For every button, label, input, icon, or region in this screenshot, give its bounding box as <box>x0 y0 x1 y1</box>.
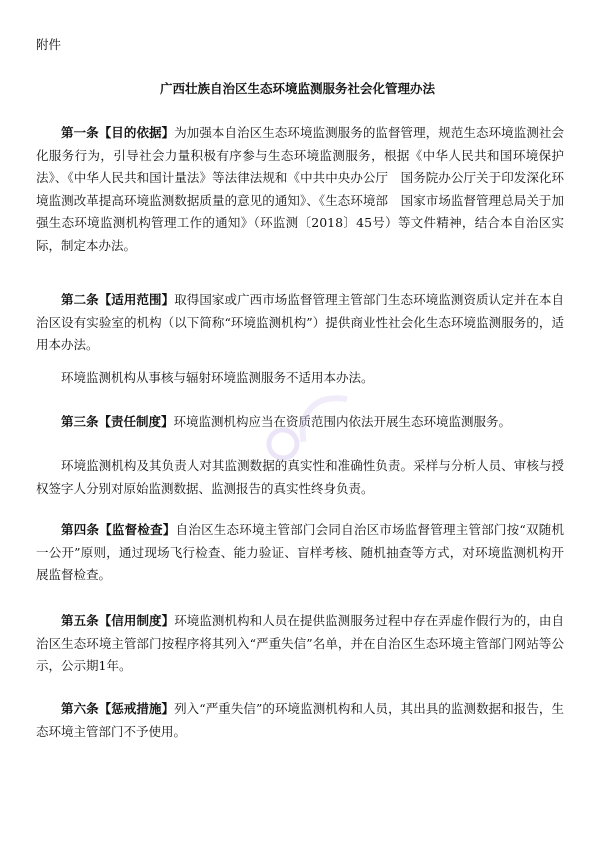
paragraph-article-2 <box>36 289 564 357</box>
article-text: 取得国家或广西市场监督管理主管部门生态环境监测资质认定并在本自治区设有实验室的机构（以下简称“环境监测机构”）提供商业性社会化生态环境监测服务的，适用本办法。 <box>36 292 564 352</box>
paragraph-article-3 <box>36 411 564 434</box>
paragraph-article-1 <box>36 122 564 257</box>
article-heading: 第二条【适用范围】 <box>61 292 175 307</box>
paragraph-text: 环境监测机构从事核与辐射环境监测服务不适用本办法。 <box>61 370 374 385</box>
paragraph-article-5 <box>36 610 564 678</box>
article-heading: 第五条【信用制度】 <box>61 613 175 628</box>
article-heading: 第六条【惩戒措施】 <box>61 701 175 716</box>
article-heading: 第四条【监督检查】 <box>61 522 176 537</box>
article-heading: 第一条【目的依据】 <box>61 125 175 140</box>
article-text: 环境监测机构和人员在提供监测服务过程中存在弄虚作假行为的，由自治区生态环境主管部门按程序将其列入“严重失信”名单，并在自治区生态环境主管部门网站等公示，公示期1年。 <box>36 613 564 673</box>
paragraph-article-4 <box>36 519 564 587</box>
article-text: 自治区生态环境主管部门会同自治区市场监督管理主管部门按“双随机一公开”原则，通过现场飞行检查、能力验证、盲样考核、随机抽查等方式，对环境监测机构开展监督检查。 <box>36 522 564 582</box>
article-text: 列入“严重失信”的环境监测机构和人员，其出具的监测数据和报告，生态环境主管部门不予使用。 <box>36 701 564 739</box>
paragraph-article-2-note <box>36 367 564 390</box>
paragraph-article-6 <box>36 698 564 743</box>
article-text: 为加强本自治区生态环境监测服务的监督管理，规范生态环境监测社会化服务行为，引导社会力量积极有序参与生态环境监测服务，根据《中华人民共和国环境保护法》、《中华人民共和国计量法》等法律法规和《中共中央办公厅 国务院办公厅关于印发深化环境监测改革提高环境监测数据质量的意见的通知》、《生态环境部 国家市场监督管理总局关于加强生态环境监测机构管理工作的通知》（环监测〔2018〕45号）等文件精神，结合本自治区实际，制定本办法。 <box>36 125 564 253</box>
article-heading: 第三条【责任制度】 <box>61 414 174 429</box>
paragraph-article-3-note <box>36 455 564 500</box>
paragraph-text: 环境监测机构及其负责人对其监测数据的真实性和准确性负责。采样与分析人员、审核与授权签字人分别对原始监测数据、监测报告的真实性终身负责。 <box>36 458 564 496</box>
document-title: 广西壮族自治区生态环境监测服务社会化管理办法 <box>159 81 435 96</box>
article-text: 环境监测机构应当在资质范围内依法开展生态环境监测服务。 <box>173 414 512 429</box>
attachment-label: 附件 <box>36 37 62 52</box>
